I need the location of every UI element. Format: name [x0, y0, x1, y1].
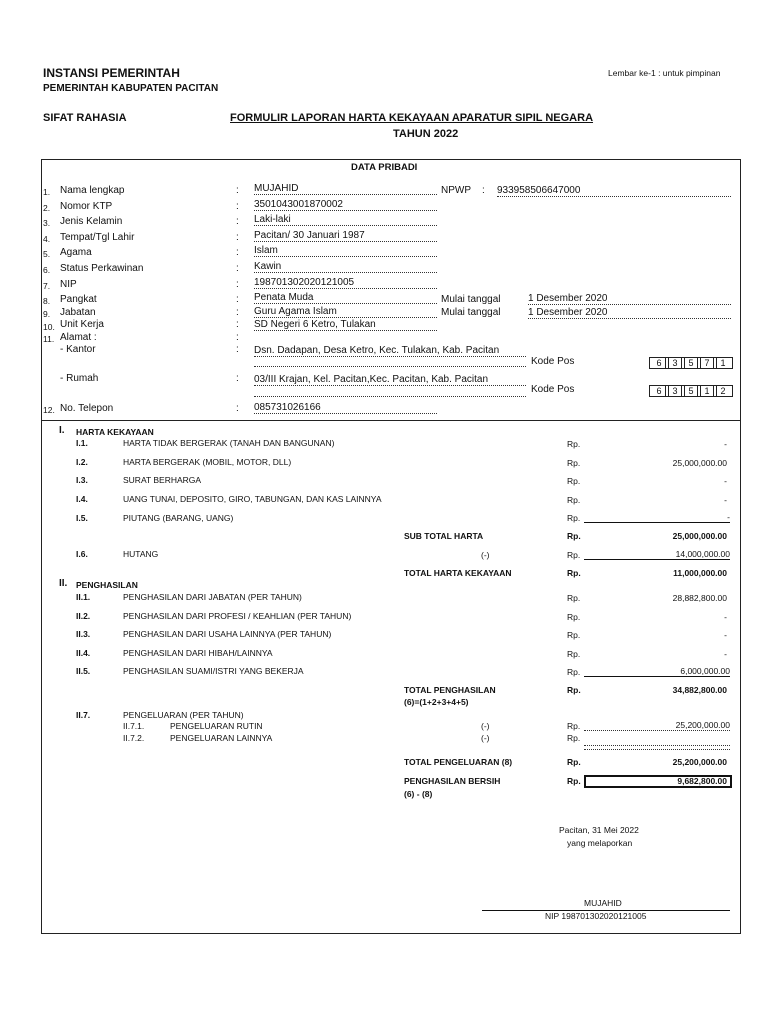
- field-num: 5.: [43, 249, 51, 259]
- field-label-nip: NIP: [60, 279, 77, 290]
- rumah-value: 03/III Krajan, Kel. Pacitan,Kec. Pacitan, Kab. Pacitan: [254, 374, 526, 386]
- field-label-ttl: Tempat/Tgl Lahir: [60, 232, 135, 243]
- field-colon: :: [236, 247, 239, 258]
- field-value-ktp: 3501043001870002: [254, 199, 437, 211]
- rp-label: Rp.: [567, 476, 581, 486]
- rp-label: Rp.: [567, 513, 581, 523]
- rp-label: Rp.: [567, 593, 581, 603]
- section-roman-ii: II.: [59, 578, 68, 589]
- field-num: 4.: [43, 234, 51, 244]
- field-num: 10.: [43, 322, 55, 332]
- field-value-agama: Islam: [254, 245, 437, 257]
- rp-label: Rp.: [567, 721, 581, 731]
- hutang-value: 14,000,000.00: [584, 549, 730, 560]
- lain-value-line: [584, 745, 730, 746]
- field-colon: :: [236, 294, 239, 305]
- field-num: 11.: [43, 334, 55, 344]
- total-penghasilan-label: TOTAL PENGHASILAN: [404, 685, 496, 695]
- item-value: -: [724, 439, 727, 449]
- item-code: I.6.: [76, 549, 88, 559]
- item-label: PENGHASILAN DARI PROFESI / KEAHLIAN (PER TAHUN): [123, 611, 352, 621]
- item-label: PIUTANG (BARANG, UANG): [123, 513, 234, 523]
- total-penghasilan-formula: (6)=(1+2+3+4+5): [404, 697, 469, 707]
- item-label: PENGHASILAN DARI USAHA LAINNYA (PER TAHUN): [123, 629, 332, 639]
- item-code: II.7.: [76, 710, 91, 720]
- field-value-pangkat: Penata Muda: [254, 292, 437, 304]
- rp-label: Rp.: [567, 495, 581, 505]
- field-colon: :: [236, 216, 239, 227]
- subtotal-value: 25,000,000.00: [672, 531, 727, 541]
- data-pribadi-title: DATA PRIBADI: [351, 162, 418, 173]
- field-num: 7.: [43, 281, 51, 291]
- kantor-label: - Kantor: [60, 344, 96, 355]
- form-title: FORMULIR LAPORAN HARTA KEKAYAAN APARATUR SIPIL NEGARA: [230, 112, 594, 124]
- rp-label: Rp.: [567, 550, 581, 560]
- item-label: PENGHASILAN DARI JABATAN (PER TAHUN): [123, 592, 302, 602]
- kodepos-digit: 6: [649, 357, 669, 369]
- rp-label: Rp.: [567, 757, 581, 767]
- field-colon: :: [236, 263, 239, 274]
- item-value: 28,882,800.00: [672, 593, 727, 603]
- item-value: -: [584, 512, 730, 523]
- field-value-nip: 198701302020121005: [254, 277, 437, 289]
- item-value: 6,000,000.00: [584, 666, 730, 677]
- field-num: 6.: [43, 265, 51, 275]
- minus-sign: (-): [481, 550, 490, 560]
- item-value: -: [724, 649, 727, 659]
- total-pengeluaran-value: 25,200,000.00: [672, 757, 727, 767]
- field-label-jabatan: Jabatan: [60, 307, 96, 318]
- rutin-label: PENGELUARAN RUTIN: [170, 721, 263, 731]
- rp-label: Rp.: [567, 568, 581, 578]
- item-code: II.2.: [76, 611, 91, 621]
- item-code: II.7.1.: [123, 721, 145, 731]
- bersih-formula: (6) - (8): [404, 789, 433, 799]
- sifat-rahasia: SIFAT RAHASIA: [43, 112, 127, 124]
- kodepos-kantor-label: Kode Pos: [531, 356, 575, 367]
- item-label: PENGHASILAN DARI HIBAH/LAINNYA: [123, 648, 273, 658]
- field-num: 9.: [43, 309, 51, 319]
- mulai-label-jabatan: Mulai tanggal: [441, 307, 501, 318]
- field-colon: :: [236, 232, 239, 243]
- item-code: I.4.: [76, 494, 88, 504]
- alamat-label: Alamat :: [60, 332, 97, 343]
- kodepos-digit: 5: [681, 385, 701, 397]
- minus-sign: (-): [481, 721, 490, 731]
- rp-label: Rp.: [567, 685, 581, 695]
- field-label-pangkat: Pangkat: [60, 294, 97, 305]
- npwp-label: NPWP: [441, 185, 471, 196]
- rp-label: Rp.: [567, 667, 581, 677]
- mulai-label-pangkat: Mulai tanggal: [441, 294, 501, 305]
- form-year: TAHUN 2022: [393, 128, 459, 140]
- field-colon: :: [236, 201, 239, 212]
- field-label-unit: Unit Kerja: [60, 319, 104, 330]
- total-harta-value: 11,000,000.00: [673, 568, 727, 578]
- rumah-label: - Rumah: [60, 373, 99, 384]
- field-colon: :: [236, 185, 239, 196]
- kodepos-rumah-label: Kode Pos: [531, 384, 575, 395]
- field-label-status: Status Perkawinan: [60, 263, 144, 274]
- kodepos-digit: 7: [697, 357, 717, 369]
- field-value-kelamin: Laki-laki: [254, 214, 437, 226]
- field-num: 1.: [43, 187, 51, 197]
- rp-label: Rp.: [567, 458, 581, 468]
- item-code: I.3.: [76, 475, 88, 485]
- telp-value: 085731026166: [254, 402, 437, 414]
- item-code: I.2.: [76, 457, 88, 467]
- mulai-value-pangkat: 1 Desember 2020: [528, 293, 731, 305]
- rp-label: Rp.: [567, 612, 581, 622]
- lembar-note: Lembar ke-1 : untuk pimpinan: [608, 68, 721, 78]
- field-num: 8.: [43, 296, 51, 306]
- kodepos-rumah-boxes: [649, 385, 731, 397]
- kodepos-digit: 3: [665, 357, 685, 369]
- kodepos-digit: 2: [713, 385, 733, 397]
- item-value: -: [724, 630, 727, 640]
- pengeluaran-label: PENGELUARAN (PER TAHUN): [123, 710, 244, 720]
- item-label: HARTA TIDAK BERGERAK (TANAH DAN BANGUNAN): [123, 438, 335, 448]
- item-code: II.7.2.: [123, 733, 145, 743]
- item-value: -: [724, 476, 727, 486]
- field-value-status: Kawin: [254, 261, 437, 273]
- kantor-value: Dsn. Dadapan, Desa Ketro, Kec. Tulakan, Kab. Pacitan: [254, 345, 526, 357]
- section-divider: [42, 420, 740, 421]
- kodepos-digit: 1: [697, 385, 717, 397]
- item-label: PENGHASILAN SUAMI/ISTRI YANG BEKERJA: [123, 666, 304, 676]
- item-label: SURAT BERHARGA: [123, 475, 202, 485]
- field-num: 12.: [43, 405, 55, 415]
- rp-label: Rp.: [567, 733, 581, 743]
- telp-label: No. Telepon: [60, 403, 114, 414]
- item-label: HARTA BERGERAK (MOBIL, MOTOR, DLL): [123, 457, 292, 467]
- kodepos-kantor-boxes: [649, 357, 731, 369]
- field-value-jabatan: Guru Agama Islam: [254, 306, 437, 318]
- field-colon: :: [236, 344, 239, 355]
- subtotal-label: SUB TOTAL HARTA: [404, 531, 484, 541]
- field-value-nama: MUJAHID: [254, 183, 437, 195]
- rumah-line-2: [254, 396, 526, 397]
- item-value: 25,000,000.00: [672, 458, 727, 468]
- mulai-value-jabatan: 1 Desember 2020: [528, 307, 731, 319]
- pemda-title: PEMERINTAH KABUPATEN PACITAN: [43, 83, 219, 94]
- field-label-ktp: Nomor KTP: [60, 201, 113, 212]
- kodepos-digit: 6: [649, 385, 669, 397]
- field-colon: :: [236, 332, 239, 343]
- lain-label: PENGELUARAN LAINNYA: [170, 733, 273, 743]
- total-pengeluaran-label: TOTAL PENGELUARAN (8): [404, 757, 513, 767]
- form-frame: [41, 159, 741, 934]
- section-roman-i: I.: [59, 425, 65, 436]
- npwp-colon: :: [482, 185, 485, 196]
- field-colon: :: [236, 373, 239, 384]
- rp-label: Rp.: [567, 439, 581, 449]
- penghasilan-title: PENGHASILAN: [76, 580, 138, 590]
- field-label-kelamin: Jenis Kelamin: [60, 216, 123, 227]
- hutang-label: HUTANG: [123, 549, 159, 559]
- harta-title: HARTA KEKAYAAN: [76, 427, 154, 437]
- field-colon: :: [236, 319, 239, 330]
- rp-label: Rp.: [567, 630, 581, 640]
- kodepos-digit: 1: [713, 357, 733, 369]
- field-colon: :: [236, 403, 239, 414]
- total-harta-label: TOTAL HARTA KEKAYAAN: [404, 568, 512, 578]
- minus-sign: (-): [481, 733, 490, 743]
- item-code: I.1.: [76, 438, 88, 448]
- instansi-title: INSTANSI PEMERINTAH: [43, 66, 180, 80]
- bersih-label: PENGHASILAN BERSIH: [404, 776, 501, 786]
- sign-name: MUJAHID: [584, 898, 622, 908]
- field-num: 3.: [43, 218, 51, 228]
- total-penghasilan-value: 34,882,800.00: [672, 685, 727, 695]
- item-code: I.5.: [76, 513, 88, 523]
- sign-nip: NIP 198701302020121005: [545, 911, 647, 921]
- lain-value-line-2: [584, 749, 730, 750]
- field-value-unit: SD Negeri 6 Ketro, Tulakan: [254, 319, 437, 331]
- sign-role: yang melaporkan: [567, 838, 633, 848]
- field-value-ttl: Pacitan/ 30 Januari 1987: [254, 230, 437, 242]
- rutin-value: 25,200,000.00: [584, 720, 730, 731]
- bersih-value: 9,682,800.00: [677, 776, 727, 786]
- field-num: 2.: [43, 203, 51, 213]
- field-label-nama: Nama lengkap: [60, 185, 125, 196]
- item-code: II.3.: [76, 629, 91, 639]
- kodepos-digit: 3: [665, 385, 685, 397]
- kodepos-digit: 5: [681, 357, 701, 369]
- rp-label: Rp.: [567, 776, 581, 786]
- item-label: UANG TUNAI, DEPOSITO, GIRO, TABUNGAN, DAN KAS LAINNYA: [123, 494, 382, 504]
- field-colon: :: [236, 307, 239, 318]
- rp-label: Rp.: [567, 531, 581, 541]
- item-code: II.4.: [76, 648, 91, 658]
- rp-label: Rp.: [567, 649, 581, 659]
- item-value: -: [724, 612, 727, 622]
- item-value: -: [724, 495, 727, 505]
- sign-place-date: Pacitan, 31 Mei 2022: [559, 825, 639, 835]
- field-label-agama: Agama: [60, 247, 92, 258]
- kantor-line-2: [254, 366, 526, 367]
- field-colon: :: [236, 279, 239, 290]
- item-code: II.5.: [76, 666, 91, 676]
- item-code: II.1.: [76, 592, 91, 602]
- npwp-value: 933958506647000: [497, 185, 731, 197]
